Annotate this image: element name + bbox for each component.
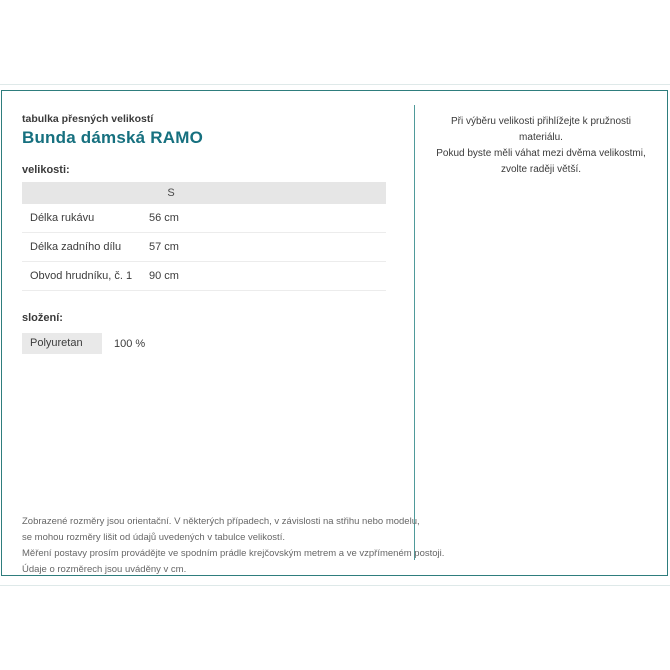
- composition-row: [22, 333, 414, 354]
- size-table: [22, 182, 386, 291]
- composition-section-label: složení:: [22, 312, 63, 324]
- table-row: [22, 262, 386, 291]
- disclaimer-line: Údaje o rozměrech jsou uváděny v cm.: [22, 564, 187, 575]
- measurement-disclaimer: [22, 514, 444, 578]
- measurement-label: Obvod hrudníku, č. 1: [30, 270, 133, 282]
- disclaimer-line: Zobrazené rozměry jsou orientační. V některých případech, v závislosti na střihu nebo modelu,: [22, 516, 420, 527]
- advice-line: Pokud byste měli váhat mezi dvěma velikostmi,: [436, 148, 646, 159]
- size-table-header-row: [22, 182, 386, 204]
- size-column-header: S: [167, 187, 175, 199]
- advice-line: zvolte raději větší.: [500, 164, 582, 175]
- product-title: Bunda dámská RAMO: [22, 128, 203, 147]
- bottom-separator: [0, 585, 670, 586]
- measurement-value: 57 cm: [149, 241, 179, 253]
- table-row: [22, 233, 386, 262]
- disclaimer-line: Měření postavy prosím provádějte ve spodním prádle krejčovským metrem a ve vzpřímeném postoji.: [22, 548, 445, 559]
- disclaimer-line: se mohou rozměry lišit od údajů uvedených v tabulce velikostí.: [22, 532, 285, 543]
- advice-line: Při výběru velikosti přihlížejte k pružnosti materiálu.: [450, 116, 632, 143]
- measurement-value: 90 cm: [149, 270, 179, 282]
- table-row: [22, 204, 386, 233]
- size-chart-main: [2, 91, 445, 575]
- material-name-chip: Polyuretan: [22, 333, 102, 354]
- top-separator: [0, 84, 670, 85]
- material-percent: 100 %: [114, 337, 146, 350]
- size-chart-panel: [1, 90, 668, 576]
- size-advice-note: [415, 91, 667, 575]
- sizes-section-label: velikosti:: [22, 164, 70, 176]
- panel-eyebrow: tabulka přesných velikostí: [22, 113, 154, 125]
- measurement-label: Délka zadního dílu: [30, 241, 122, 253]
- size-table-header-spacer: [22, 182, 149, 204]
- measurement-value: 56 cm: [149, 212, 179, 224]
- measurement-label: Délka rukávu: [30, 212, 95, 224]
